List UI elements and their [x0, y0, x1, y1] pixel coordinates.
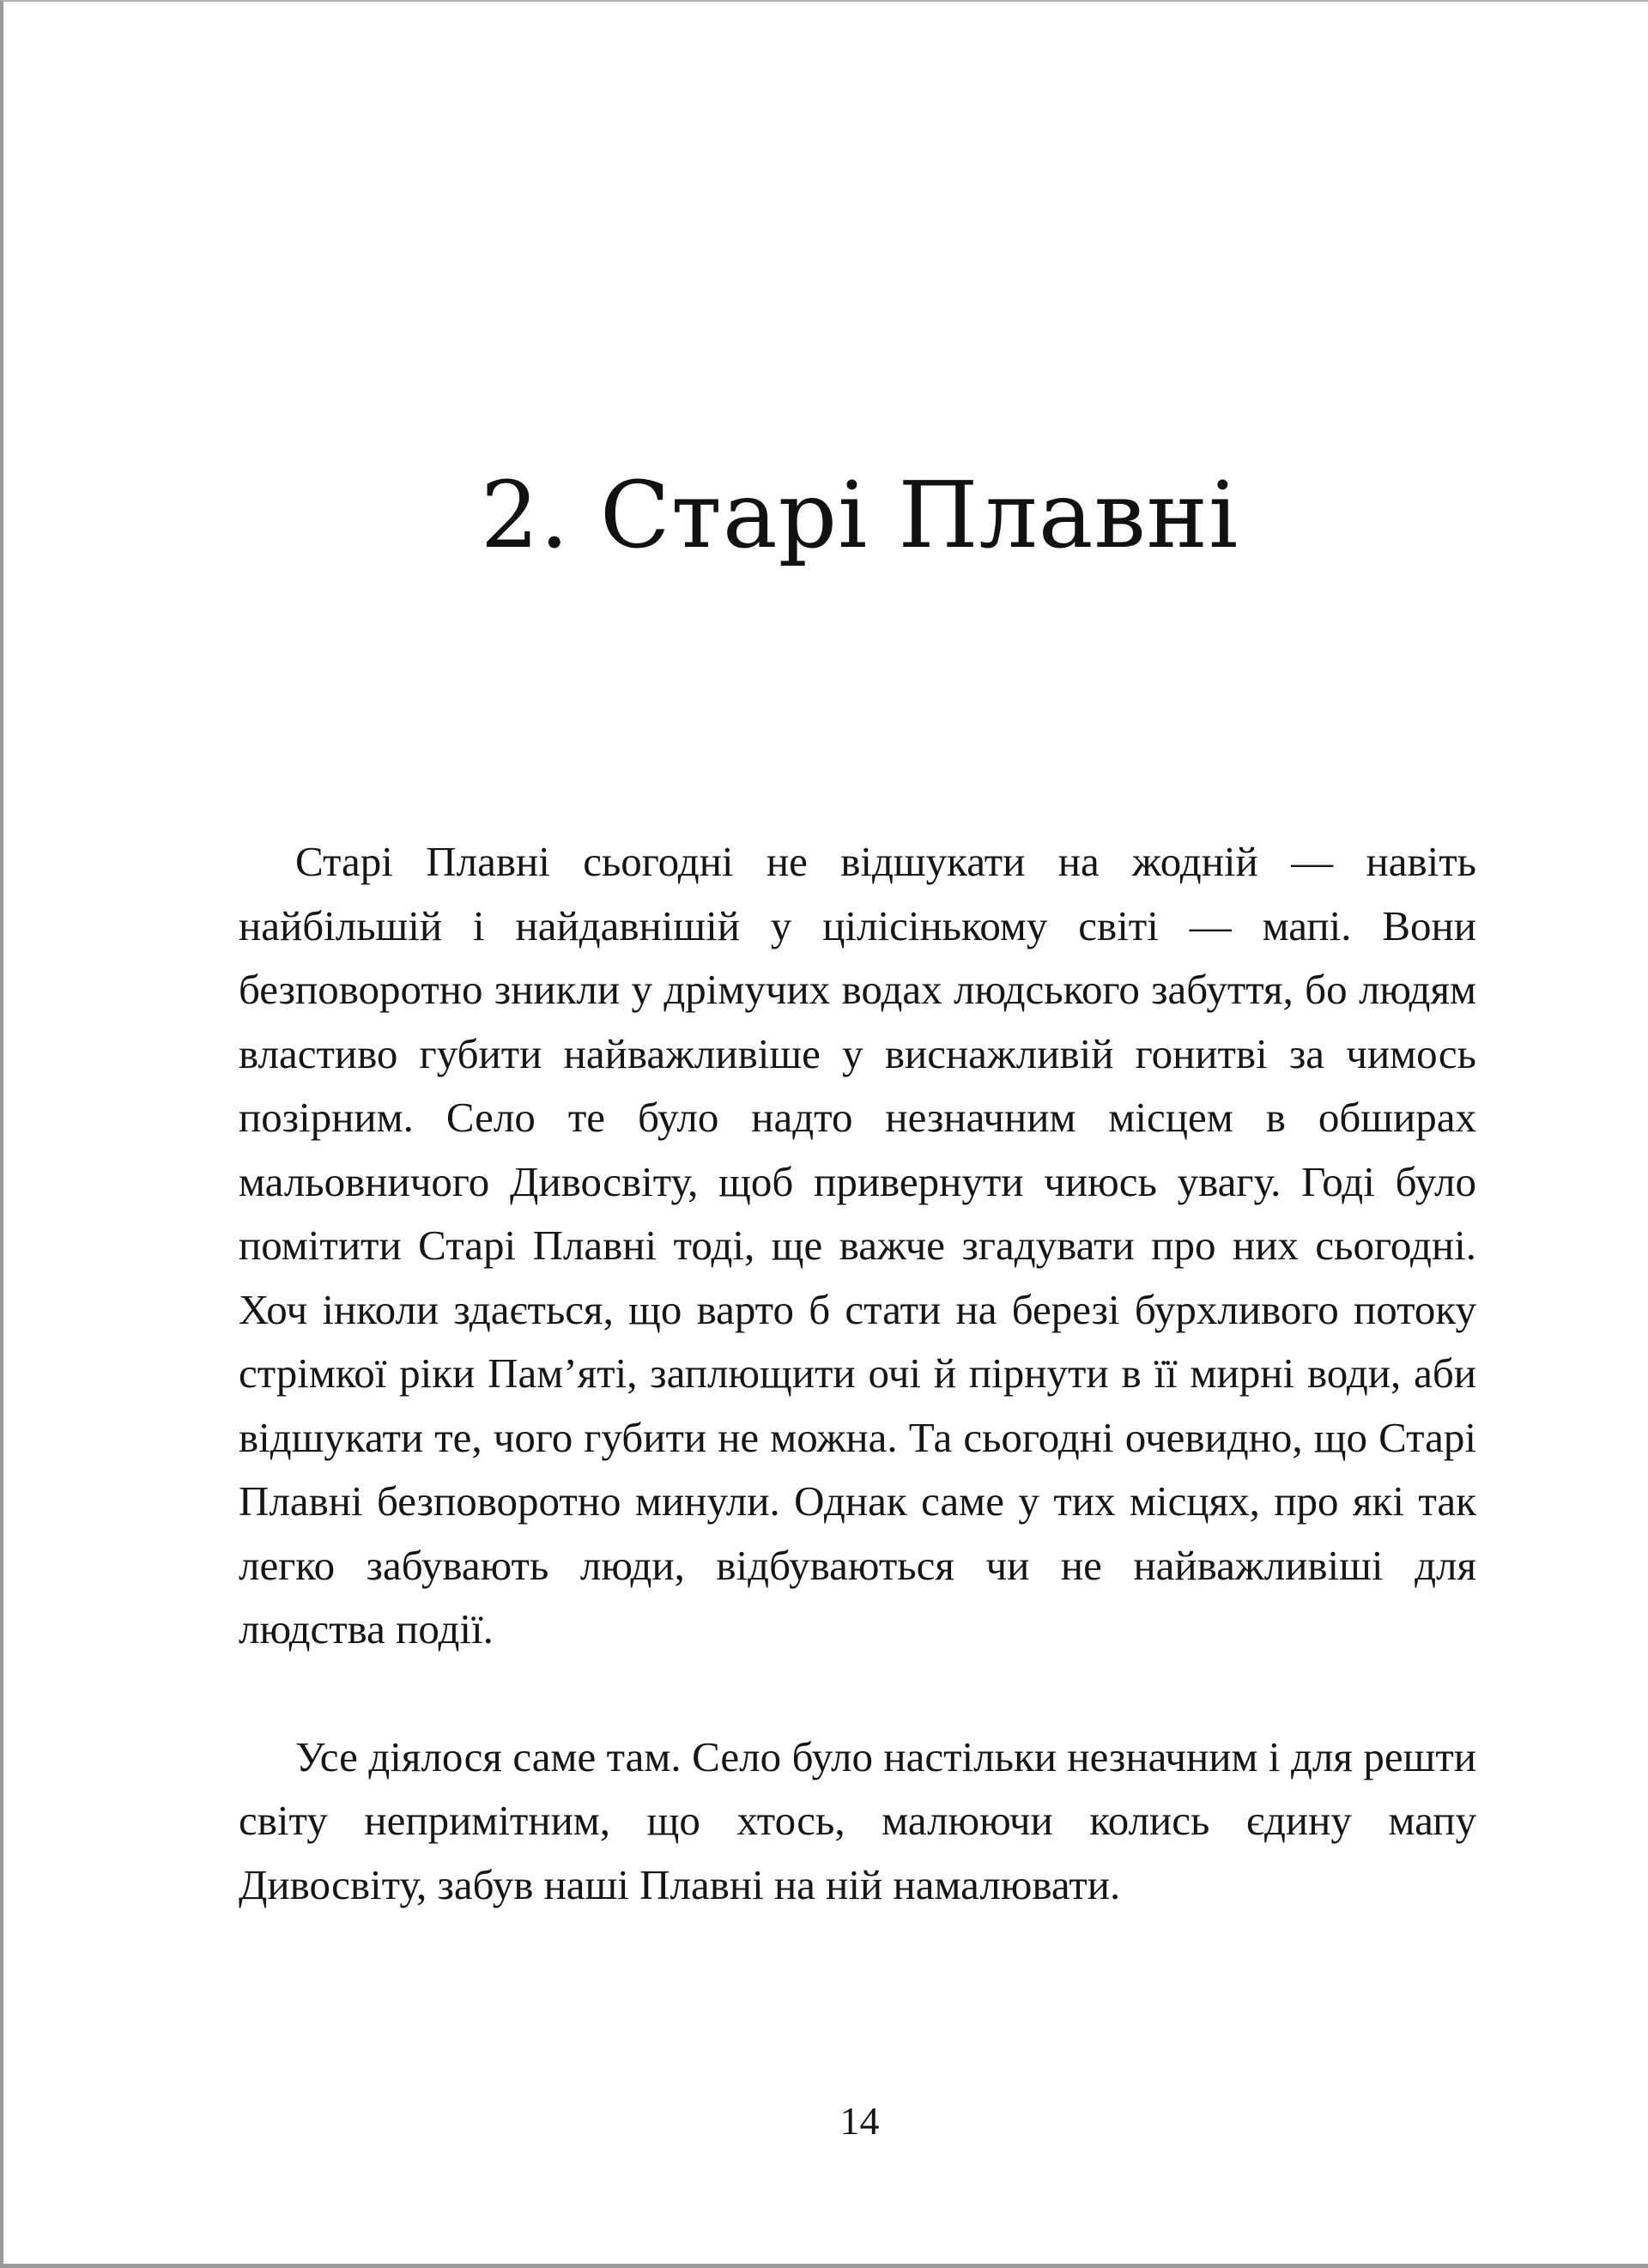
- paragraph-1: Старі Плавні сьогодні не відшукати на жодній — навіть найбільшій і найдавнішій у цілісінькому світі — мапі. Вони безповоротно зникли у дрімучих водах людського забуття, бо людям властиво губити найважливіше у виснажливій гонитві за чимось позірним. Село те було надто незначним місцем в обширах мальовничого Дивосвіту, щоб привернути чиюсь увагу. Годі було помітити Старі Плавні тоді, ще важче згадувати про них сьогодні. Хоч інколи здається, що варто б стати на березі бурхливого потоку стрімкої ріки Пам’яті, заплющити очі й пірнути в її мирні води, аби відшукати те, чого губити не можна. Та сьогодні очевидно, що Старі Плавні безповоротно минули. Однак саме у тих місцях, про які так легко забувають люди, відбуваються чи не найважливіші для людства події.: [239, 838, 1476, 1652]
- paragraph-2: Усе діялося саме там. Село було настільки незначним і для решти світу непримітним, що хтось, малюючи колись єдину мапу Дивосвіту, забув наші Плавні на ній намалювати.: [239, 1732, 1476, 1908]
- chapter-body: [239, 830, 1476, 1917]
- page-number: 14: [839, 2099, 880, 2143]
- chapter-title: 2. Старі Плавні: [480, 463, 1239, 569]
